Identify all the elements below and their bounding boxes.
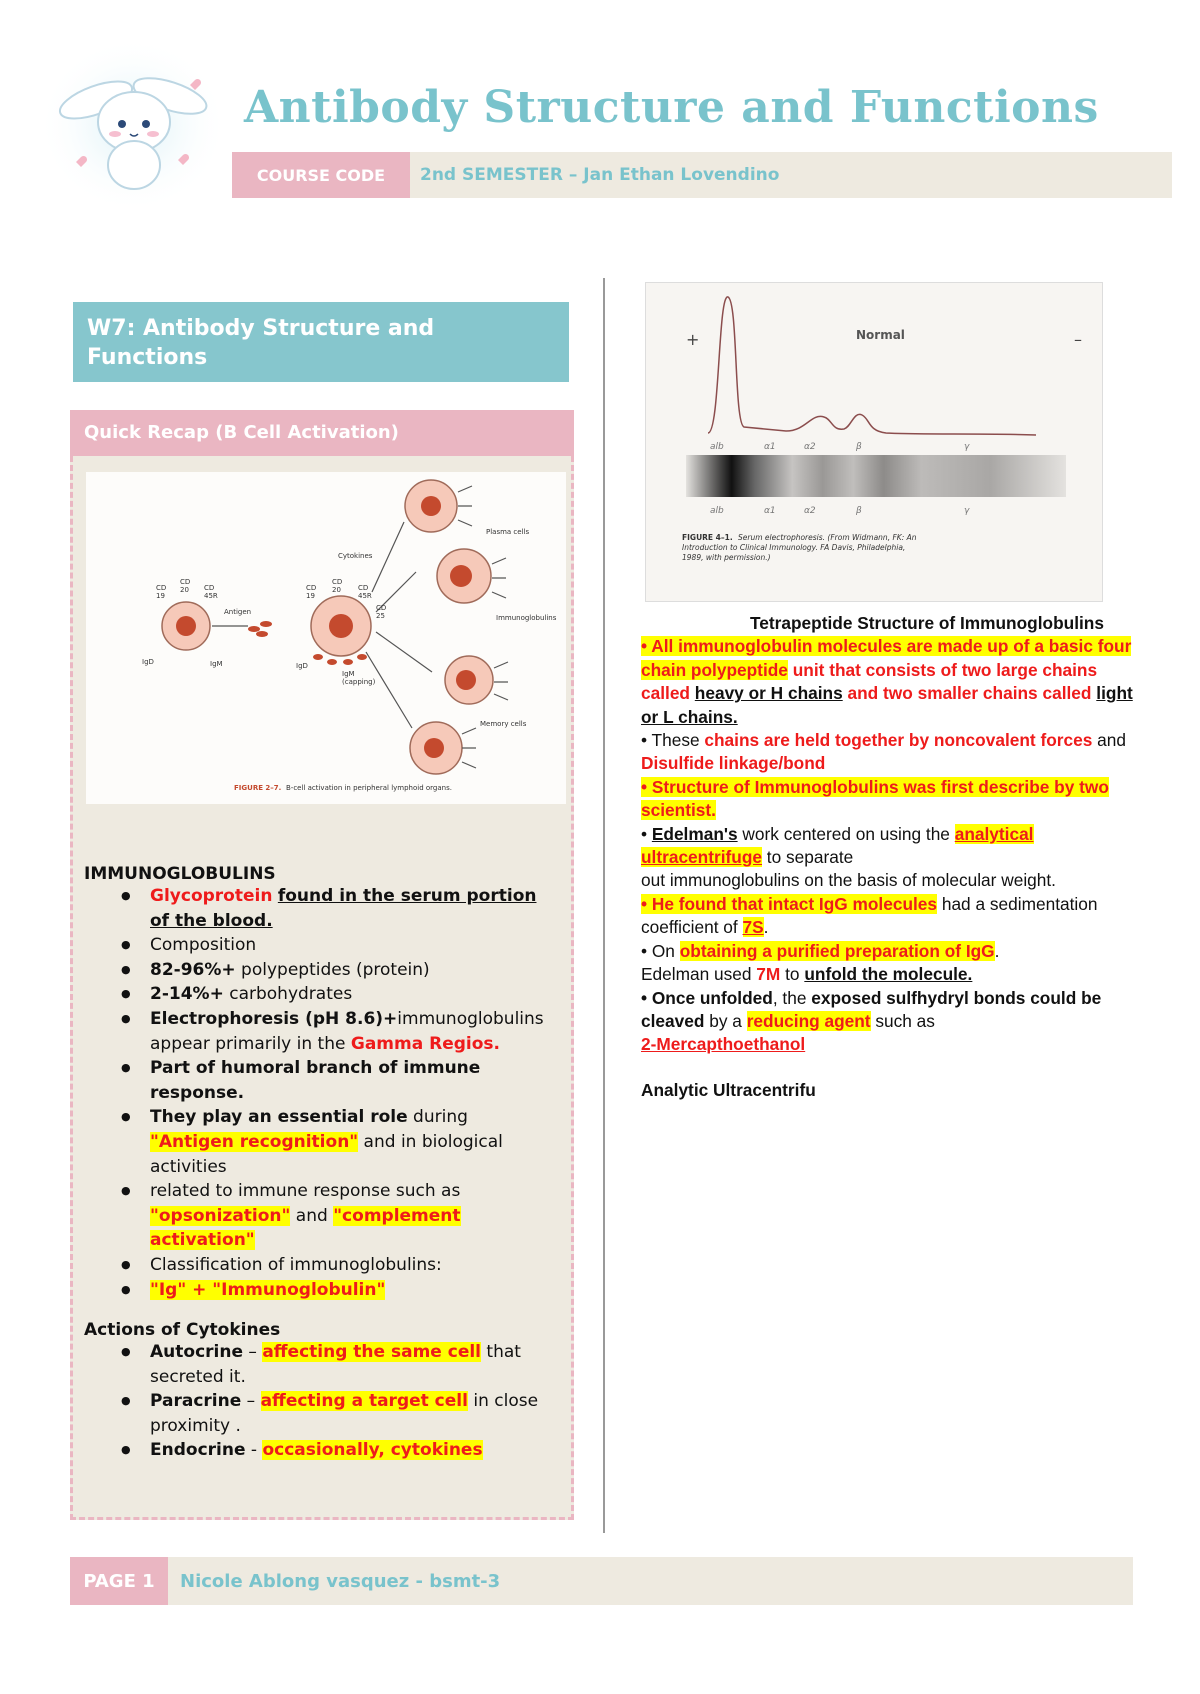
svg-text:19: 19 bbox=[306, 592, 315, 600]
list-item: ● Paracrine – affecting a target cell in close proximity . bbox=[84, 1389, 545, 1438]
b-cell-activation-figure bbox=[86, 472, 566, 804]
paragraph-7: • Once unfolded, the exposed sulfhydryl bonds could be cleaved by a reducing agent such as 2-Mercapthoethanol bbox=[641, 987, 1102, 1055]
svg-text:IgD: IgD bbox=[296, 662, 308, 670]
svg-text:CD: CD bbox=[332, 578, 343, 586]
svg-text:α2: α2 bbox=[804, 442, 816, 452]
svg-text:FIGURE 2–7.: FIGURE 2–7. bbox=[234, 784, 282, 792]
list-item: ● They play an essential role during "Antigen recognition" and in biological activities bbox=[84, 1105, 545, 1179]
svg-text:20: 20 bbox=[332, 586, 341, 594]
list-item: ● related to immune response such as "opsonization" and "complement activation" bbox=[84, 1179, 545, 1253]
svg-text:CD: CD bbox=[180, 578, 191, 586]
list-item: ● Electrophoresis (pH 8.6)+immunoglobulins appear primarily in the Gamma Regios. bbox=[84, 1007, 545, 1056]
svg-text:α1: α1 bbox=[764, 442, 776, 452]
paragraph-3: • Structure of Immunoglobulins was first describe by two scientist. bbox=[641, 776, 1109, 821]
paragraph-2: • These chains are held together by noncovalent forces and Disulfide linkage/bond bbox=[641, 730, 1126, 774]
page-number-tag: PAGE 1 bbox=[70, 1557, 168, 1605]
svg-text:Serum electrophoresis. (From W: Serum electrophoresis. (From Widmann, FK: An bbox=[738, 533, 917, 542]
list-item: ● "Ig" + "Immunoglobulin" bbox=[84, 1278, 545, 1303]
svg-text:Antigen: Antigen bbox=[224, 608, 252, 616]
svg-text:FIGURE 4–1.: FIGURE 4–1. bbox=[682, 533, 733, 542]
svg-text:α2: α2 bbox=[804, 506, 816, 516]
svg-text:CD: CD bbox=[306, 584, 317, 592]
semester-author: 2nd SEMESTER – Jan Ethan Lovendino bbox=[420, 165, 780, 185]
svg-text:γ: γ bbox=[964, 442, 970, 452]
svg-text:Introduction to Clinical Immun: Introduction to Clinical Immunology. FA Davis, Philadelphia, bbox=[682, 543, 906, 552]
svg-text:(capping): (capping) bbox=[342, 678, 376, 686]
svg-text:Immunoglobulins: Immunoglobulins bbox=[496, 614, 557, 622]
svg-text:CD: CD bbox=[376, 604, 387, 612]
paragraph-5: • He found that intact IgG molecules had a sedimentation coefficient of 7S. bbox=[641, 893, 1098, 938]
column-divider bbox=[603, 278, 605, 1533]
cytokines-heading: Actions of Cytokines bbox=[84, 1320, 281, 1341]
svg-text:Plasma cells: Plasma cells bbox=[486, 528, 530, 536]
week-title-box: W7: Antibody Structure and Functions bbox=[73, 302, 569, 382]
plus-sign: + bbox=[686, 330, 700, 349]
svg-text:CD: CD bbox=[156, 584, 167, 592]
analytic-heading: Analytic Ultracentrifu bbox=[641, 1079, 816, 1100]
list-item: ● Endocrine - occasionally, cytokines bbox=[84, 1438, 545, 1463]
recap-heading: Quick Recap (B Cell Activation) bbox=[70, 410, 574, 456]
paragraph-4: • Edelman's work centered on using the analytical ultracentrifuge to separate out immunoglobulins on the basis of molecular weight. bbox=[641, 823, 1056, 891]
paragraph-6: • On obtaining a purified preparation of IgG. Edelman used 7M to unfold the molecule. bbox=[641, 940, 1000, 985]
svg-text:alb: alb bbox=[710, 442, 724, 452]
svg-text:IgD: IgD bbox=[142, 658, 154, 666]
course-code-tag: COURSE CODE bbox=[232, 152, 410, 198]
tetrapeptide-section bbox=[641, 612, 1133, 1102]
list-item: ● Part of humoral branch of immune response. bbox=[84, 1056, 545, 1105]
svg-text:B-cell activation in periphera: B-cell activation in peripheral lymphoid organs. bbox=[286, 784, 452, 792]
svg-text:Memory cells: Memory cells bbox=[480, 720, 527, 728]
svg-text:45R: 45R bbox=[204, 592, 218, 600]
list-item: ● 82-96%+ polypeptides (protein) bbox=[84, 958, 545, 983]
svg-text:1989, with permission.): 1989, with permission.) bbox=[682, 553, 771, 562]
list-item: ● Classification of immunoglobulins: bbox=[84, 1253, 545, 1278]
svg-text:Cytokines: Cytokines bbox=[338, 552, 373, 560]
list-item: ● Glycoprotein found in the serum portion of the blood. bbox=[84, 884, 545, 933]
document-title: Antibody Structure and Functions bbox=[244, 82, 1099, 133]
svg-text:alb: alb bbox=[710, 506, 724, 516]
mascot-image bbox=[38, 30, 228, 210]
paragraph-1: • All immunoglobulin molecules are made up of a basic four chain polypeptide unit that consists of two large chains called heavy or H chains and two smaller chains called light or L chains. bbox=[641, 636, 1133, 727]
svg-text:IgM: IgM bbox=[342, 670, 355, 678]
cytokines-list bbox=[84, 1340, 545, 1463]
tetrapeptide-heading: Tetrapeptide Structure of Immunoglobulins bbox=[750, 613, 1104, 633]
footer-author: Nicole Ablong vasquez - bsmt-3 bbox=[180, 1570, 501, 1592]
svg-text:β: β bbox=[856, 442, 862, 452]
list-item: ● Autocrine – affecting the same cell that secreted it. bbox=[84, 1340, 545, 1389]
immunoglobulins-section bbox=[84, 864, 545, 1463]
svg-text:19: 19 bbox=[156, 592, 165, 600]
svg-text:α1: α1 bbox=[764, 506, 776, 516]
svg-text:25: 25 bbox=[376, 612, 385, 620]
svg-text:45R: 45R bbox=[358, 592, 372, 600]
svg-text:CD: CD bbox=[358, 584, 369, 592]
list-item: ● 2-14%+ carbohydrates bbox=[84, 982, 545, 1007]
svg-text:β: β bbox=[856, 506, 862, 516]
immunoglobulins-heading: IMMUNOGLOBULINS bbox=[84, 864, 276, 884]
svg-text:IgM: IgM bbox=[210, 660, 223, 668]
minus-sign: – bbox=[1074, 330, 1082, 349]
svg-text:20: 20 bbox=[180, 586, 189, 594]
svg-text:CD: CD bbox=[204, 584, 215, 592]
serum-electrophoresis-figure bbox=[645, 282, 1103, 602]
normal-label: Normal bbox=[856, 328, 905, 342]
immunoglobulins-list bbox=[84, 884, 545, 1302]
svg-text:γ: γ bbox=[964, 506, 970, 516]
list-item: ● Composition bbox=[84, 933, 545, 958]
